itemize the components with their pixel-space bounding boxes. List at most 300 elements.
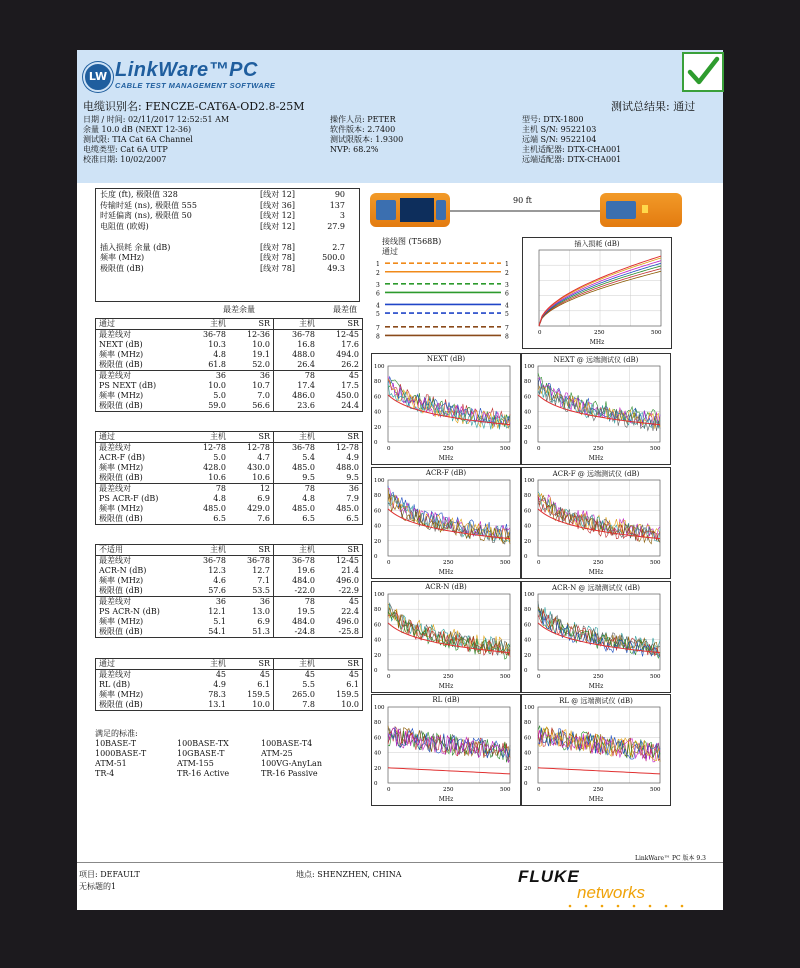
graph-x-tick: 500 [650, 674, 661, 680]
table-cell: PS NEXT (dB) [99, 381, 157, 390]
table-cell: 22.4 [341, 607, 359, 616]
table-cell: 6.5 [213, 514, 226, 523]
table-cell: 159.5 [247, 690, 270, 699]
graph-y-tick: 20 [524, 538, 531, 545]
table-cell: 19.1 [252, 350, 270, 359]
graph-y-tick: 60 [524, 622, 531, 629]
graph-title: 插入损耗 (dB) [574, 240, 620, 248]
table-cell: 496.0 [336, 617, 359, 626]
main-unit-device-icon [370, 193, 450, 227]
summary-cell: [线对 12] [260, 190, 295, 199]
graph-x-tick: 250 [593, 446, 604, 452]
summary-cell: 3 [339, 211, 345, 220]
table-row [96, 680, 363, 690]
graph-y-tick: 80 [524, 379, 531, 386]
table-cell: 10.0 [208, 381, 226, 390]
table-cell: 最差线对 [99, 443, 131, 452]
table-row [96, 330, 363, 341]
table-cell: 45 [318, 597, 363, 608]
graph-title: NEXT @ 远端测试仪 (dB) [553, 356, 639, 364]
wiremap-pin-left: 7 [376, 324, 380, 332]
table-col-header: SR [318, 432, 363, 443]
summary-cell: 90 [334, 190, 345, 199]
table-cell: 12-36 [246, 330, 270, 339]
table-cell: 5.5 [274, 680, 319, 690]
table-cell: 36 [318, 484, 363, 495]
table-cell: PS ACR-F (dB) [99, 494, 159, 503]
footer-untitled: 无标题的1 [79, 882, 117, 891]
graph-y-tick: 60 [374, 508, 381, 515]
summary-cell: 49.3 [327, 263, 345, 273]
table-cell: 6.5 [346, 514, 359, 523]
table-row [96, 700, 363, 711]
standard-item: 1000BASE-T [95, 749, 147, 758]
graph-y-tick: 20 [524, 424, 531, 431]
table-cell: 最差线对 [96, 484, 186, 495]
graph-y-tick: 60 [524, 394, 531, 401]
graph-x-label: MHz [438, 569, 454, 576]
table-cell: 12-45 [335, 556, 359, 565]
wiremap-status: 通过 [382, 247, 398, 256]
wiremap-pin-right: 4 [505, 302, 509, 310]
wiremap-pin-left: 8 [376, 333, 380, 341]
table-row [96, 401, 363, 412]
table-cell: 78 [274, 484, 319, 495]
graph-y-tick: 40 [374, 523, 381, 530]
remote-unit-device-icon [600, 193, 682, 227]
graph-panel [521, 694, 671, 806]
table-cell: 36 [229, 597, 274, 608]
graph-y-tick: 0 [374, 554, 378, 560]
table-col-header: SR [229, 432, 274, 443]
table-row [96, 463, 363, 473]
graph-x-tick: 0 [387, 787, 391, 793]
pass-check-icon [682, 52, 724, 92]
graph-x-label: MHz [588, 796, 604, 803]
graph-x-label: MHz [589, 339, 605, 346]
header-right-info [522, 115, 621, 165]
graph-x-tick: 250 [593, 674, 604, 680]
graph-y-tick: 20 [524, 652, 531, 659]
table-cell: 10.0 [252, 700, 270, 709]
graph-x-tick: 0 [537, 787, 541, 793]
table-cell: 17.5 [341, 381, 359, 390]
table-cell: 52.0 [252, 360, 270, 369]
graph-y-tick: 80 [374, 720, 381, 727]
table-cell: 频率 (MHz) [99, 463, 144, 472]
table-cell: 26.2 [341, 360, 359, 369]
table-cell: ACR-F (dB) [99, 453, 145, 462]
graph-x-tick: 250 [443, 560, 454, 566]
table-cell: 12-78 [335, 443, 359, 452]
summary-grid [100, 190, 355, 274]
table-col-header: SR [229, 319, 274, 330]
header-left-line: 电缆类型: Cat 6A UTP [83, 145, 168, 154]
table-cell: 24.4 [341, 401, 359, 410]
table-col-header: SR [229, 659, 274, 670]
table-cell: 428.0 [203, 463, 226, 472]
standard-item: TR-4 [95, 769, 115, 778]
linkware-logo-icon: LW [83, 62, 113, 92]
table-cell: 17.4 [274, 381, 319, 391]
table-cell: 36-78 [274, 330, 319, 341]
summary-cell: 137 [329, 200, 345, 210]
table-cell: 36-78 [246, 556, 270, 565]
logo-title: LinkWare™PC [115, 59, 258, 81]
graph-panel [371, 581, 521, 693]
table-cell: 36 [185, 597, 229, 608]
fluke-logo: FLUKE [518, 867, 580, 886]
graph-title: NEXT (dB) [426, 355, 466, 363]
graph-plot [372, 354, 520, 464]
graph-y-tick: 40 [524, 637, 531, 644]
table-cell: 45 [318, 371, 363, 382]
table-cell: 13.0 [252, 607, 270, 616]
table-cell: 488.0 [336, 463, 359, 472]
graph-plot [522, 468, 670, 578]
graph-x-tick: 250 [443, 787, 454, 793]
table-cell: 4.9 [213, 680, 226, 689]
table-row [96, 690, 363, 700]
graph-y-tick: 60 [524, 735, 531, 742]
summary-cell: 2.7 [332, 242, 345, 252]
table-cell: 频率 (MHz) [99, 350, 144, 359]
table-cell: 36 [185, 371, 229, 382]
table-cell: 36-78 [202, 556, 226, 565]
cable-id: 电缆识别名: FENCZE-CAT6A-OD2.8-25M [83, 100, 305, 113]
table-cell: 最差线对 [96, 597, 186, 608]
graph-plot [522, 354, 670, 464]
table-cell: 极限值 (dB) [99, 586, 143, 595]
header-mid-line: 测试限版本: 1.9300 [330, 135, 404, 144]
summary-cell: 27.9 [327, 221, 345, 231]
summary-cell [305, 232, 345, 243]
graph-x-tick: 250 [594, 330, 605, 336]
header-mid-info [330, 115, 403, 155]
graph-x-label: MHz [438, 683, 454, 690]
table-cell: 26.4 [274, 360, 319, 371]
graph-y-tick: 0 [374, 781, 378, 787]
table-cell: 61.8 [208, 360, 226, 369]
wiremap-pin-left: 3 [376, 281, 380, 289]
table-col-header: SR [318, 319, 363, 330]
table-cell: 430.0 [247, 463, 270, 472]
table-cell: 12-78 [202, 443, 226, 452]
graph-y-tick: 20 [374, 652, 381, 659]
summary-cell: 电阻值 (欧姆) [100, 221, 149, 231]
table-row [96, 340, 363, 350]
table-cell: 36-78 [202, 330, 226, 339]
table-col-header: 主机 [274, 659, 319, 670]
graph-plot [523, 238, 671, 348]
table-cell: 13.1 [208, 700, 226, 709]
standard-item: TR-16 Active [177, 769, 230, 778]
table-cell: 频率 (MHz) [99, 617, 144, 626]
graph-x-tick: 0 [387, 446, 391, 452]
table-cell: 16.8 [274, 340, 319, 350]
graph-plot [372, 695, 520, 805]
worst-value-header: 最差值 [333, 305, 357, 314]
table-cell: 最差线对 [96, 371, 186, 382]
table-cell: 12-45 [335, 330, 359, 339]
table-cell: 6.5 [274, 514, 319, 525]
header-left-info [83, 115, 229, 165]
standards-title: 满足的标准: [95, 729, 138, 738]
table-cell: 78 [274, 371, 319, 382]
table-cell: 54.1 [208, 627, 226, 636]
table-row [96, 350, 363, 360]
table-cell: 10.0 [341, 700, 359, 709]
table-cell: 19.5 [274, 607, 319, 617]
graph-y-tick: 0 [374, 668, 378, 674]
table-col-header: 主机 [274, 545, 319, 556]
overall-result: 测试总结果: 通过 [611, 100, 696, 113]
graph-y-tick: 40 [374, 409, 381, 416]
graph-x-tick: 500 [650, 446, 661, 452]
standard-item: 100BASE-T4 [261, 739, 313, 748]
table-row [96, 484, 363, 495]
table-cell: 频率 (MHz) [99, 690, 144, 699]
graph-x-tick: 250 [443, 674, 454, 680]
header-right-line: 主机适配器: DTX-CHA001 [522, 145, 622, 154]
graph-y-tick: 60 [524, 508, 531, 515]
table-cell: ACR-N (dB) [99, 566, 147, 575]
table-cell: 19.6 [274, 566, 319, 576]
table-row [96, 576, 363, 586]
fluke-dots-icon [564, 902, 694, 910]
table-col-header: 主机 [185, 432, 229, 443]
table-status: 通过 [96, 659, 186, 670]
header-right-line: 主机 S/N: 9522103 [522, 125, 597, 134]
graph-x-label: MHz [588, 683, 604, 690]
header-mid-line: 软件版本: 2.7400 [330, 125, 396, 134]
table-cell: 12 [229, 484, 274, 495]
summary-cell: 时延偏离 (ns), 极限值 50 [100, 211, 192, 220]
table-cell: 57.6 [208, 586, 226, 595]
graph-y-tick: 20 [524, 765, 531, 772]
wiremap-pin-right: 8 [505, 333, 509, 341]
graph-panel [521, 467, 671, 579]
table-col-header: 主机 [274, 432, 319, 443]
table-cell: 10.6 [252, 473, 270, 482]
wiremap-pin-left: 5 [376, 311, 380, 319]
graph-x-tick: 500 [500, 446, 511, 452]
graph-y-tick: 80 [524, 720, 531, 727]
graph-y-tick: 60 [374, 735, 381, 742]
table-cell: 最差线对 [99, 330, 131, 339]
table-cell: 485.0 [336, 504, 359, 513]
table-cell: -22.9 [338, 586, 359, 595]
graph-y-tick: 20 [374, 538, 381, 545]
graph-x-tick: 250 [443, 446, 454, 452]
graph-y-tick: 0 [524, 554, 528, 560]
table-cell: 极限值 (dB) [99, 473, 143, 482]
table-cell: 59.0 [208, 401, 226, 410]
table-cell: 4.8 [213, 350, 226, 359]
table-row [96, 391, 363, 401]
table-row [96, 494, 363, 504]
summary-cell: [线对 36] [260, 200, 295, 210]
graph-panel [521, 581, 671, 693]
table-cell: -24.8 [274, 627, 319, 638]
table-cell: 21.4 [341, 566, 359, 575]
standard-item: 100VG-AnyLan [261, 759, 322, 768]
graph-x-tick: 250 [593, 787, 604, 793]
graph-y-tick: 100 [374, 592, 385, 598]
table-cell: 45 [274, 670, 319, 681]
graph-panel [522, 237, 672, 349]
graph-x-tick: 500 [500, 674, 511, 680]
graph-y-tick: 60 [374, 394, 381, 401]
wiremap-pin-left: 4 [376, 302, 380, 310]
graph-y-tick: 80 [374, 607, 381, 614]
standard-item: ATM-51 [95, 759, 127, 768]
header-left-line: 日期 / 时间: 02/11/2017 12:52:51 AM [83, 115, 230, 124]
table-row [96, 556, 363, 567]
footer-location: 地点: SHENZHEN, CHINA [296, 870, 402, 879]
summary-cell [100, 232, 260, 243]
measurement-table [95, 318, 363, 412]
cable-line [450, 205, 600, 217]
table-cell: 78 [274, 597, 319, 608]
header-right-line: 远端 S/N: 9522104 [522, 135, 597, 144]
header-left-line: 测试限: TIA Cat 6A Channel [83, 135, 193, 144]
graph-y-tick: 100 [524, 705, 535, 711]
graph-y-tick: 100 [524, 478, 535, 484]
graph-x-tick: 500 [651, 330, 662, 336]
table-cell: 53.5 [252, 586, 270, 595]
wiremap-pin-left: 1 [376, 261, 380, 269]
graph-y-tick: 100 [374, 705, 385, 711]
graph-y-tick: 40 [524, 750, 531, 757]
header-right-line: 远端适配器: DTX-CHA001 [522, 155, 622, 164]
table-cell: 4.8 [213, 494, 226, 503]
summary-cell: [线对 12] [260, 221, 295, 231]
graph-panel [371, 694, 521, 806]
table-cell: 36-78 [274, 443, 319, 454]
graph-plot [522, 582, 670, 692]
cable-length: 90 ft [513, 196, 532, 205]
summary-cell: 长度 (ft), 极限值 328 [100, 190, 178, 199]
table-row [96, 504, 363, 514]
table-cell: 265.0 [274, 690, 319, 700]
table-cell: 极限值 (dB) [99, 627, 143, 636]
standards-list [95, 729, 351, 779]
graph-y-tick: 0 [524, 781, 528, 787]
table-cell: 485.0 [274, 504, 319, 514]
table-col-header: 主机 [185, 659, 229, 670]
table-cell: 56.6 [252, 401, 270, 410]
table-cell: 51.3 [252, 627, 270, 636]
table-cell: 484.0 [274, 576, 319, 586]
graph-y-tick: 100 [374, 478, 385, 484]
table-col-header: SR [318, 659, 363, 670]
graph-y-tick: 0 [524, 440, 528, 446]
graph-plot [372, 468, 520, 578]
table-cell: 5.1 [213, 617, 226, 626]
table-row [96, 360, 363, 371]
summary-cell: 插入损耗 余量 (dB) [100, 242, 171, 252]
table-row [96, 617, 363, 627]
wiremap-diagram [373, 258, 513, 342]
standard-item: ATM-25 [261, 749, 293, 758]
table-row [96, 443, 363, 454]
table-cell: NEXT (dB) [99, 340, 143, 349]
table-cell: 159.5 [336, 690, 359, 699]
summary-box [95, 188, 360, 302]
wiremap-pin-right: 6 [505, 290, 509, 298]
table-cell: 5.4 [274, 453, 319, 463]
graph-x-tick: 500 [650, 560, 661, 566]
summary-cell: 传输时延 (ns), 极限值 555 [100, 200, 197, 210]
wiremap-title: 接线图 (T568B) [382, 237, 442, 246]
networks-logo: networks [577, 883, 646, 902]
graph-x-tick: 0 [538, 330, 542, 336]
table-cell: 23.6 [274, 401, 319, 412]
table-cell: 12.7 [252, 566, 270, 575]
graph-x-tick: 0 [537, 674, 541, 680]
graph-x-label: MHz [438, 796, 454, 803]
table-cell: 最差线对 [99, 670, 131, 679]
graph-y-tick: 80 [524, 607, 531, 614]
table-status: 通过 [96, 432, 186, 443]
table-row [96, 453, 363, 463]
table-cell: 10.7 [252, 381, 270, 390]
report-page [77, 50, 723, 910]
summary-cell [260, 232, 305, 243]
table-cell: -22.0 [274, 586, 319, 597]
table-cell: 45 [259, 670, 270, 679]
table-cell: 78.3 [208, 690, 226, 699]
standard-item: 100BASE-TX [177, 739, 229, 748]
table-cell: PS ACR-N (dB) [99, 607, 160, 616]
graph-y-tick: 40 [524, 409, 531, 416]
table-cell: 7.8 [274, 700, 319, 711]
footer-project: 项目: DEFAULT [79, 870, 140, 879]
table-cell: 7.6 [257, 514, 270, 523]
header-left-line: 校准日期: 10/02/2007 [83, 155, 167, 164]
table-cell: 6.9 [257, 494, 270, 503]
wiremap-pin-right: 7 [505, 324, 509, 332]
table-cell: 6.9 [257, 617, 270, 626]
graph-x-tick: 0 [387, 560, 391, 566]
graph-y-tick: 40 [374, 750, 381, 757]
graph-y-tick: 100 [374, 364, 385, 370]
table-cell: RL (dB) [99, 680, 131, 689]
graph-title: ACR-N @ 远端测试仪 (dB) [552, 584, 640, 592]
table-cell: 5.0 [213, 391, 226, 400]
measurement-table [95, 658, 363, 711]
table-row [96, 586, 363, 597]
table-cell: 4.7 [257, 453, 270, 462]
table-cell: 10.0 [252, 340, 270, 349]
header-right-line: 型号: DTX-1800 [522, 115, 584, 124]
header-mid-line: NVP: 68.2% [330, 145, 379, 154]
worst-margin-header: 最差余量 [223, 305, 255, 314]
table-cell: 36 [229, 371, 274, 382]
version-label: LinkWare™ PC 版本 9.3 [635, 855, 706, 862]
graph-y-tick: 20 [374, 765, 381, 772]
table-cell: 12-78 [246, 443, 270, 452]
table-cell: 9.5 [346, 473, 359, 482]
table-cell: 485.0 [274, 463, 319, 473]
graph-title: ACR-F @ 远端测试仪 (dB) [552, 470, 640, 478]
table-cell: 6.1 [346, 680, 359, 689]
table-cell: 78 [185, 484, 229, 495]
standard-item: 10GBASE-T [177, 749, 225, 758]
header-mid-line: 操作人员: PETER [330, 115, 396, 124]
table-cell: 7.0 [257, 391, 270, 400]
